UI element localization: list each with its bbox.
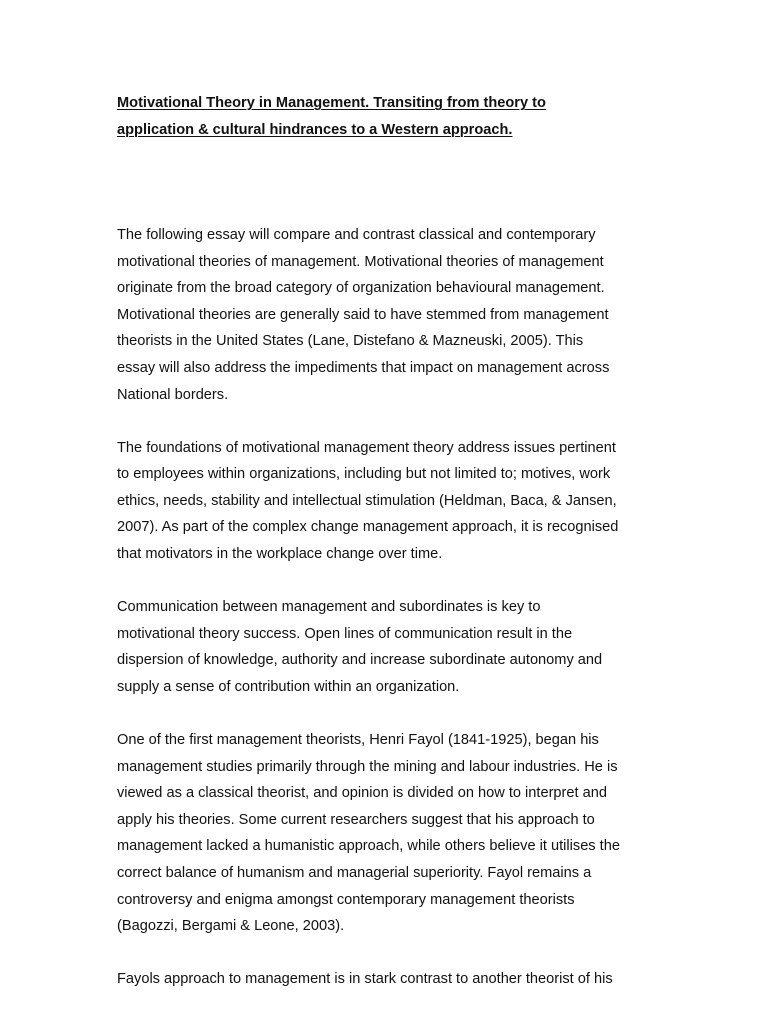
text-line: National borders. <box>117 386 229 403</box>
text-line: essay will also address the impediments that impact on management across <box>117 359 610 376</box>
text-line: Communication between management and subordinates is key to <box>117 599 541 616</box>
text-line: management studies primarily through the mining and labour industries. He is <box>117 758 618 775</box>
text-line: dispersion of knowledge, authority and increase subordinate autonomy and <box>117 652 603 669</box>
text-line: (Bagozzi, Bergami & Leone, 2003). <box>117 918 345 935</box>
paragraph-2 <box>117 435 677 568</box>
paragraph-5 <box>117 966 677 993</box>
title-line: Motivational Theory in Management. Transiting from theory to <box>117 95 546 111</box>
text-line: motivational theories of management. Motivational theories of management <box>117 253 604 270</box>
text-line: originate from the broad category of organization behavioural management. <box>117 280 605 297</box>
text-line: management lacked a humanistic approach, while others believe it utilises the <box>117 838 620 855</box>
text-line: ethics, needs, stability and intellectual stimulation (Heldman, Baca, & Jansen, <box>117 492 617 509</box>
text-line: to employees within organizations, including but not limited to; motives, work <box>117 466 611 483</box>
text-line: motivational theory success. Open lines of communication result in the <box>117 625 573 642</box>
title-line: application & cultural hindrances to a Western approach. <box>117 121 513 138</box>
text-line: Fayols approach to management is in stark contrast to another theorist of his <box>117 971 613 988</box>
text-line: Motivational theories are generally said to have stemmed from management <box>117 306 609 323</box>
text-line: that motivators in the workplace change over time. <box>117 546 443 563</box>
text-line: 2007). As part of the complex change management approach, it is recognised <box>117 519 619 536</box>
paragraph-4 <box>117 727 677 940</box>
text-line: supply a sense of contribution within an organization. <box>117 678 460 695</box>
text-line: One of the first management theorists, Henri Fayol (1841-1925), began his <box>117 732 599 748</box>
text-line: The following essay will compare and contrast classical and contemporary <box>117 227 596 243</box>
paragraph-3 <box>117 594 677 700</box>
text-line: viewed as a classical theorist, and opinion is divided on how to interpret and <box>117 785 607 802</box>
text-line: controversy and enigma amongst contemporary management theorists <box>117 891 575 908</box>
text-line: theorists in the United States (Lane, Distefano & Mazneuski, 2005). This <box>117 333 584 350</box>
text-line: apply his theories. Some current researchers suggest that his approach to <box>117 811 595 828</box>
document-body <box>117 222 677 1019</box>
text-line: The foundations of motivational management theory address issues pertinent <box>117 439 616 456</box>
text-line: correct balance of humanism and managerial superiority. Fayol remains a <box>117 864 592 881</box>
paragraph-1 <box>117 222 677 408</box>
document-title <box>117 90 657 144</box>
